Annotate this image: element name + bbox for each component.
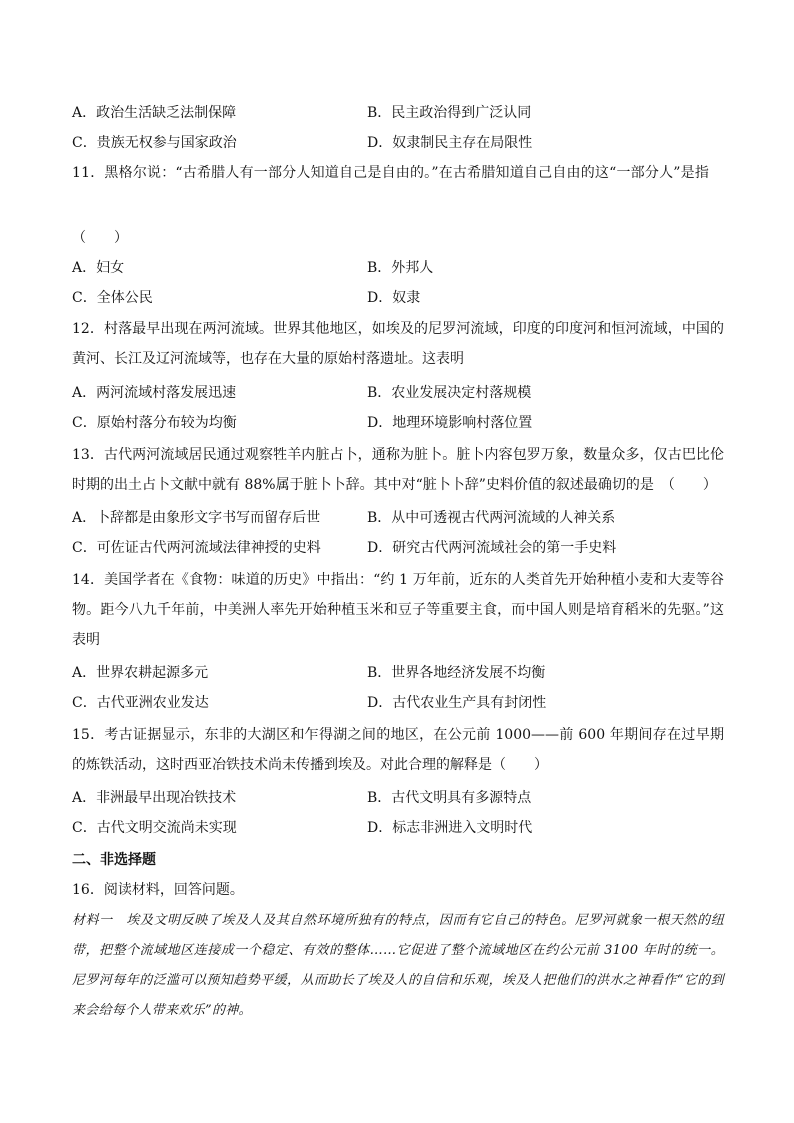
- q11-options-row-2: [72, 288, 732, 308]
- q10-options-row-2: [72, 133, 732, 153]
- q14-options-row-1: [72, 663, 732, 683]
- q13-stem: 13．古代两河流域居民通过观察牲羊内脏占卜，通称为脏卜。脏卜内容包罗万象，数量众多，仅古巴比伦时期的出土占卜文献中就有 88%属于脏卜卜辞。其中对“脏卜卜辞”史料价值的叙述最确切的是 （ ）: [72, 447, 724, 493]
- q15-options-row-1: [72, 788, 732, 808]
- q14-options-row-2: [72, 693, 732, 713]
- q15-stem: 15．考古证据显示，东非的大湖区和乍得湖之间的地区，在公元前 1000——前 600 年期间存在过早期的炼铁活动，这时西亚冶铁技术尚未传播到埃及。对此合理的解释是（ ）: [72, 727, 724, 773]
- q13-option-a: A．卜辞都是由象形文字书写而留存后世: [72, 510, 321, 526]
- q10-option-d: D．奴隶制民主存在局限性: [367, 135, 533, 151]
- q13-options-row-1: [72, 508, 732, 528]
- q10-option-b: B．民主政治得到广泛认同: [367, 105, 532, 121]
- q12-option-a: A．两河流域村落发展迅速: [72, 385, 237, 401]
- q11-options-row-1: [72, 258, 732, 278]
- q14-option-d: D．古代农业生产具有封闭性: [367, 695, 547, 711]
- q10-options-row-1: [72, 103, 732, 123]
- q16-stem: 16．阅读材料，回答问题。: [72, 882, 244, 898]
- q13-option-b: B．从中可透视古代两河流域的人神关系: [367, 510, 616, 526]
- q15-option-a: A．非洲最早出现冶铁技术: [72, 790, 237, 806]
- q13-option-c: C．可佐证古代两河流域法律神授的史料: [72, 540, 321, 556]
- q11-option-d: D．奴隶: [367, 290, 421, 306]
- q16-material-1: 材料一 埃及文明反映了埃及人及其自然环境所独有的特点，因而有它自己的特色。尼罗河就象一根天然的纽带，把整个流域地区连接成一个稳定、有效的整体……它促进了整个流域地区在约公元前 3100 年时的统一。尼罗河每年的泛滥可以预知趋势平缓，从而助长了埃及人的自信和乐观，埃及人把他们的洪水之神看作“它的到来会给每个人带来欢乐”的神。: [72, 913, 724, 1018]
- q15-options-row-2: [72, 818, 732, 838]
- q14-option-b: B．世界各地经济发展不均衡: [367, 665, 546, 681]
- q12-option-c: C．原始村落分布较为均衡: [72, 415, 237, 431]
- q11-answer-blank: （ ）: [72, 230, 128, 246]
- q13-options-row-2: [72, 538, 732, 558]
- q15-option-d: D．标志非洲进入文明时代: [367, 820, 533, 836]
- q10-option-c: C．贵族无权参与国家政治: [72, 135, 237, 151]
- q15-option-c: C．古代文明交流尚未实现: [72, 820, 237, 836]
- q14-stem: 14．美国学者在《食物：味道的历史》中指出：“约 1 万年前，近东的人类首先开始种植小麦和大麦等谷物。距今八九千年前，中美洲人率先开始种植玉米和豆子等重要主食，而中国人则是培育稻米的先驱。”这表明: [72, 572, 724, 648]
- section-heading: 二、非选择题: [72, 852, 156, 868]
- q11-stem: 11．黑格尔说：“古希腊人有一部分人知道自己是自由的。”在古希腊知道自己自由的这“一部分人”是指: [72, 165, 710, 181]
- q14-option-c: C．古代亚洲农业发达: [72, 695, 209, 711]
- q14-option-a: A．世界农耕起源多元: [72, 665, 209, 681]
- q11-option-c: C．全体公民: [72, 290, 153, 306]
- q12-option-b: B．农业发展决定村落规模: [367, 385, 532, 401]
- q12-options-row-2: [72, 413, 732, 433]
- q10-option-a: A．政治生活缺乏法制保障: [72, 105, 237, 121]
- q12-option-d: D．地理环境影响村落位置: [367, 415, 533, 431]
- q15-option-b: B．古代文明具有多源特点: [367, 790, 532, 806]
- q12-options-row-1: [72, 383, 732, 403]
- q11-option-b: B．外邦人: [367, 260, 434, 276]
- q12-stem: 12．村落最早出现在两河流域。世界其他地区，如埃及的尼罗河流域，印度的印度河和恒河流域，中国的黄河、长江及辽河流域等，也存在大量的原始村落遗址。这表明: [72, 321, 724, 367]
- q13-option-d: D．研究古代两河流域社会的第一手史料: [367, 540, 617, 556]
- q11-option-a: A．妇女: [72, 260, 125, 276]
